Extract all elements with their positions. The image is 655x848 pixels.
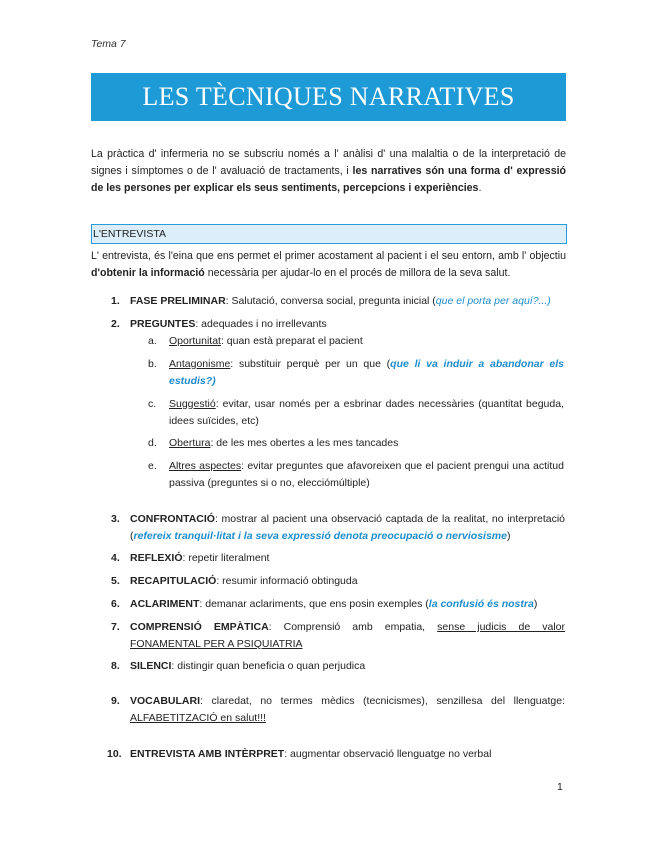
section-paragraph: L' entrevista, és l'eina que ens permet el primer acostament al pacient i el seu entorn, amb l' objectiu d'obtenir la informació necessària per ajudar-lo en el procés de millora de la seva salut. bbox=[91, 250, 566, 279]
sub-list-item: e. Altres aspectes: evitar preguntes que afavoreixen que el pacient prengui una actitud passiva (preguntes si o no, elecciómúltiple) bbox=[148, 460, 564, 489]
page-title: LES TÈCNIQUES NARRATIVES bbox=[91, 73, 566, 121]
list-item: 4. REFLEXIÓ: repetir literalment bbox=[111, 552, 270, 564]
list-item: 7. COMPRENSIÓ EMPÀTICA: Comprensió amb empatia, sense judicis de valor FONAMENTAL PER A PSIQUIATRIA bbox=[111, 621, 565, 650]
list-item: 6. ACLARIMENT: demanar aclariments, que ens posin exemples (la confusió és nostra) bbox=[111, 598, 538, 610]
sub-list-item: d. Obertura: de les mes obertes a les mes tancades bbox=[148, 437, 399, 449]
list-item: 10. ENTREVISTA AMB INTÈRPRET: augmentar observació llenguatge no verbal bbox=[107, 748, 492, 760]
page-header: Tema 7 bbox=[91, 38, 126, 50]
sub-list-item: c. Suggestió: evitar, usar només per a esbrinar dades necessàries (quantitat beguda, idees suïcides, etc) bbox=[148, 398, 564, 427]
list-item: 9. VOCABULARI: claredat, no termes mèdics (tecnicismes), senzillesa del llenguatge: ALFABETITZACIÓ en salut!!! bbox=[111, 695, 565, 724]
list-item: 1. FASE PRELIMINAR: Salutació, conversa social, pregunta inicial (que el porta per aquí?...) bbox=[111, 295, 551, 307]
list-item: 5. RECAPITULACIÓ: resumir informació obtinguda bbox=[111, 575, 358, 587]
list-item: 8. SILENCI: distingir quan beneficia o quan perjudica bbox=[111, 660, 366, 672]
list-item: 3. CONFRONTACIÓ: mostrar al pacient una observació captada de la realitat, no interpretació (refereix tranquil·litat i la seva expressió denota preocupació o nerviosisme) bbox=[111, 513, 565, 542]
list-item: 2. PREGUNTES: adequades i no irrellevants bbox=[111, 318, 327, 330]
sub-list-item: a. Oportunitat: quan està preparat el pacient bbox=[148, 335, 363, 347]
section-heading: L'ENTREVISTA bbox=[91, 224, 567, 244]
page-number: 1 bbox=[557, 781, 563, 793]
sub-list-item: b. Antagonisme: substituir perquè per un que (que li va induir a abandonar els estudis?) bbox=[148, 358, 564, 387]
intro-paragraph: La pràctica d' infermeria no se subscriu només a l' anàlisi d' una malaltia o de la interpretació de signes i símptomes o de l' avaluació de tractaments, i les narratives són una forma d' expressió de les persones per explicar els seus sentiments, percepcions i experiències. bbox=[91, 148, 566, 194]
